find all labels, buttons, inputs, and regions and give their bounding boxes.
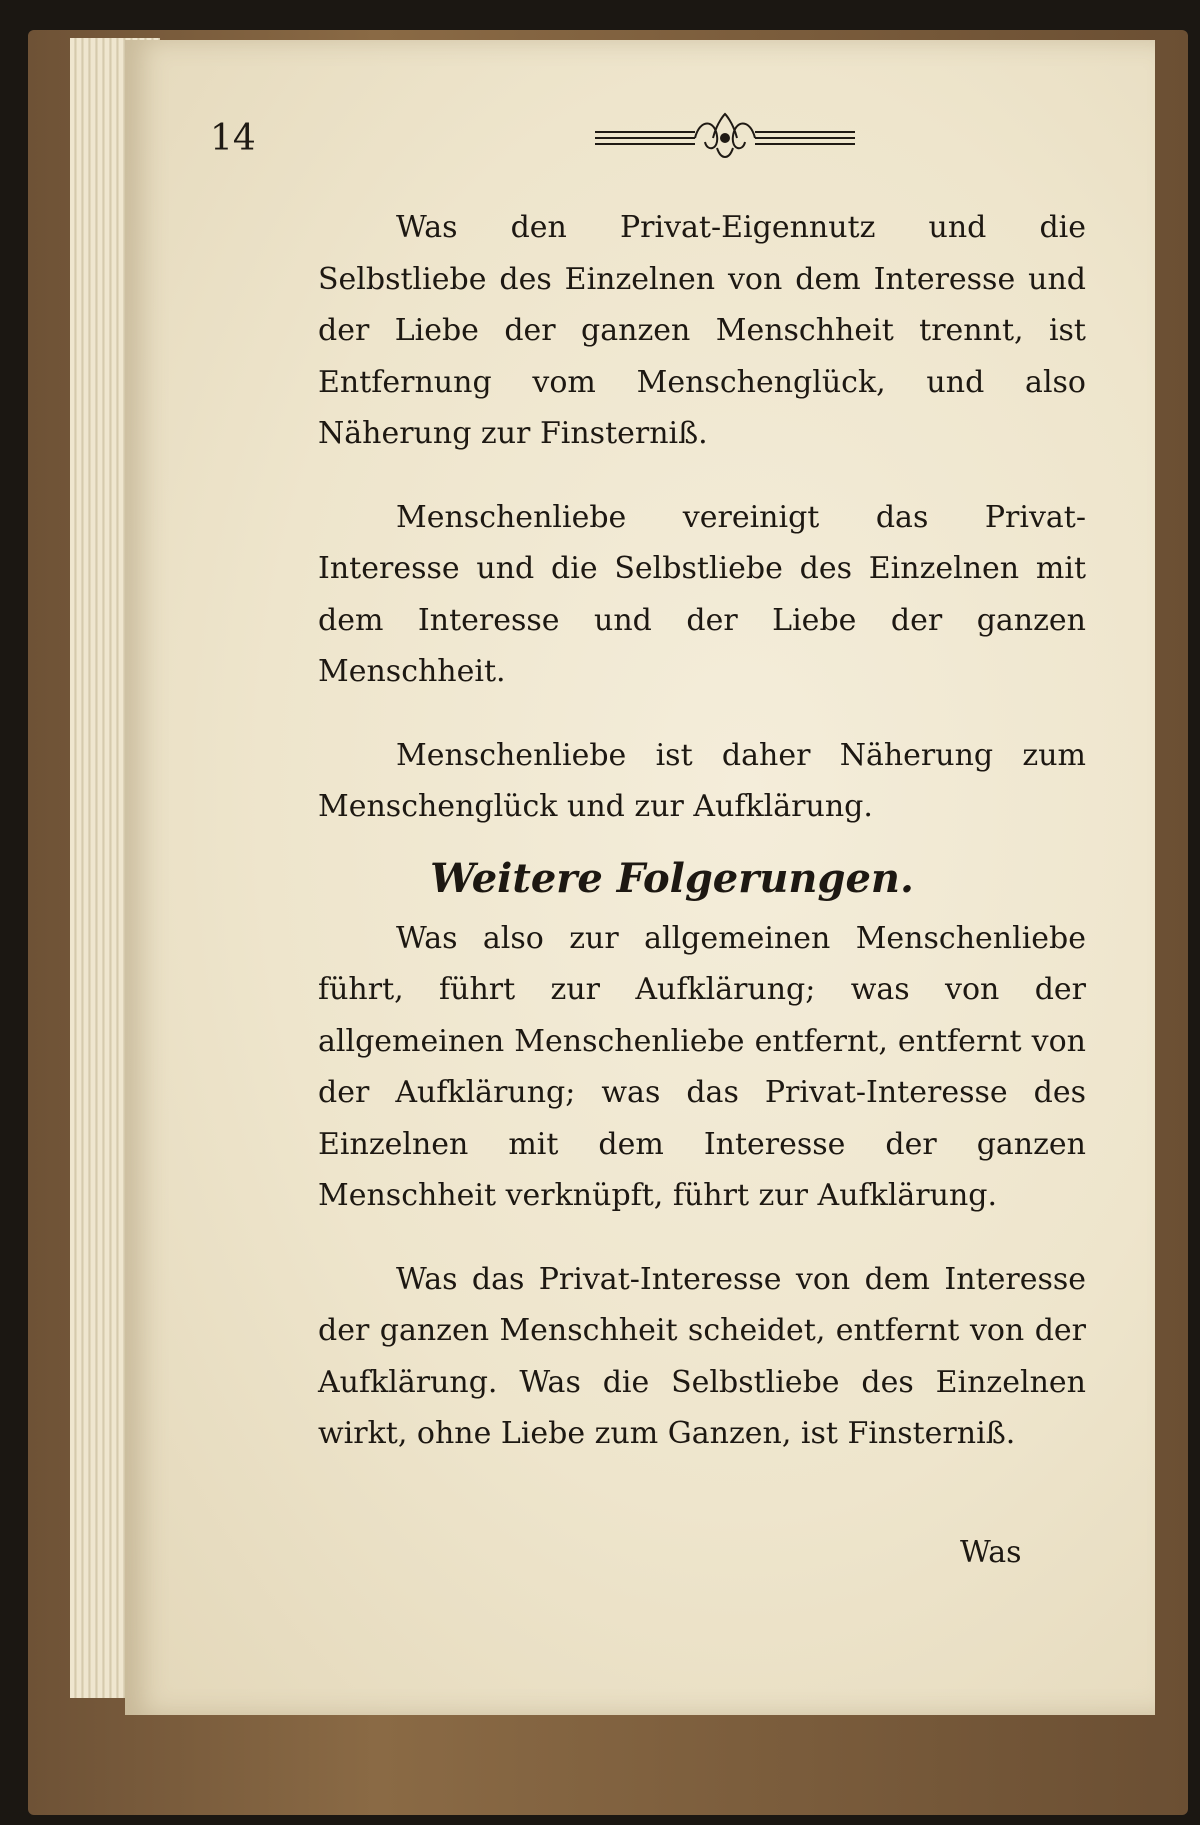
section-heading: Weitere Folgerungen. [430, 854, 914, 902]
paragraph-1: Was den Privat-Eigennutz und die Selbstliebe des Einzelnen von dem Interesse und der Liebe der ganzen Menschheit trennt, ist Entfernung vom Menschenglück, und also Näherung zur Finsterniß. [318, 210, 1086, 451]
paragraph-3: Menschenliebe ist daher Näherung zum Menschenglück und zur Aufklärung. [318, 737, 1086, 824]
paragraph-5: Was das Privat-Interesse von dem Interesse der ganzen Menschheit scheidet, entfernt von der Aufklärung. Was die Selbstliebe des Einzelnen wirkt, ohne Liebe zum Ganzen, ist Finsterniß. [318, 1261, 1086, 1451]
ornament-icon [595, 108, 855, 168]
catchword: Was [960, 1535, 1022, 1570]
paragraph-2: Menschenliebe vereinigt das Privat-Interesse und die Selbstliebe des Einzelnen mit dem Interesse und der Liebe der ganzen Menschheit. [318, 499, 1086, 689]
page-number: 14 [210, 118, 256, 159]
text-block [318, 202, 1086, 1460]
paragraph-4: Was also zur allgemeinen Menschenliebe führt, führt zur Aufklärung; was von der allgemeinen Menschenliebe entfernt, entfernt von der Aufklärung; was das Privat-Interesse des Einzelnen mit dem Interesse der ganzen Menschheit verknüpft, führt zur Aufklärung. [318, 920, 1086, 1213]
